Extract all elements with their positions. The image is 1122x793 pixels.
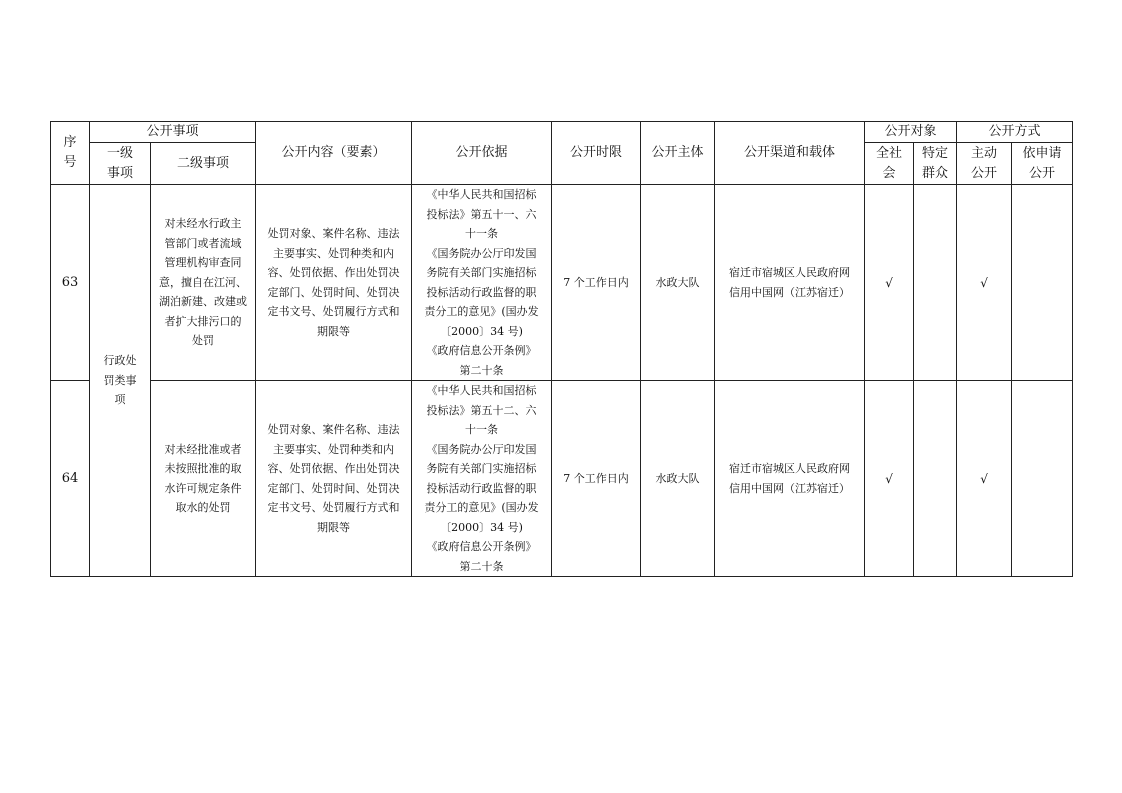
row-subject: 水政大队	[641, 185, 715, 381]
row-level2: 对未经批准或者 未按照批准的取 水许可规定条件 取水的处罚	[151, 381, 256, 577]
header-subject: 公开主体	[641, 122, 715, 185]
header-seq: 序 号	[51, 122, 90, 185]
row-channel: 宿迁市宿城区人民政府网 信用中国网（江苏宿迁）	[715, 185, 865, 381]
row-content: 处罚对象、案件名称、违法 主要事实、处罚种类和内 容、处罚依据、作出处罚决 定部门、处罚时间、处罚决 定书文号、处罚履行方式和 期限等	[256, 381, 412, 577]
row-seq: 63	[51, 185, 90, 381]
header-method: 公开方式	[957, 122, 1073, 143]
header-basis: 公开依据	[412, 122, 552, 185]
header-target-all: 全社 会	[865, 143, 914, 185]
header-method-active: 主动 公开	[957, 143, 1012, 185]
row-target-all-check: √	[865, 381, 914, 577]
table-row	[51, 185, 1073, 381]
header-channel: 公开渠道和载体	[715, 122, 865, 185]
row-channel: 宿迁市宿城区人民政府网 信用中国网（江苏宿迁）	[715, 381, 865, 577]
row-basis: 《中华人民共和国招标 投标法》第五十一、六 十一条 《国务院办公厅印发国 务院有关部门实施招标 投标活动行政监督的职 责分工的意见》(国办发 〔2000〕34 号) 《政府信息公开条例》 第二十条	[412, 185, 552, 381]
row-target-all-check: √	[865, 185, 914, 381]
row-target-specific-check	[914, 185, 957, 381]
header-target-specific: 特定 群众	[914, 143, 957, 185]
row-subject: 水政大队	[641, 381, 715, 577]
header-content: 公开内容（要素）	[256, 122, 412, 185]
row-level2: 对未经水行政主 管部门或者流域 管理机构审查同 意，擅自在江河、 湖泊新建、改建或 者扩大排污口的 处罚	[151, 185, 256, 381]
header-level1: 一级 事项	[90, 143, 151, 185]
row-target-specific-check	[914, 381, 957, 577]
header-level2: 二级事项	[151, 143, 256, 185]
header-time-limit: 公开时限	[552, 122, 641, 185]
row-time-limit: 7 个工作日内	[552, 381, 641, 577]
row-basis: 《中华人民共和国招标 投标法》第五十二、六 十一条 《国务院办公厅印发国 务院有关部门实施招标 投标活动行政监督的职 责分工的意见》(国办发 〔2000〕34 号) 《政府信息公开条例》 第二十条	[412, 381, 552, 577]
row-method-active-check: √	[957, 185, 1012, 381]
row-seq: 64	[51, 381, 90, 577]
disclosure-table	[50, 121, 1073, 577]
row-content: 处罚对象、案件名称、违法 主要事实、处罚种类和内 容、处罚依据、作出处罚决 定部门、处罚时间、处罚决 定书文号、处罚履行方式和 期限等	[256, 185, 412, 381]
row-method-apply-check	[1012, 381, 1073, 577]
header-method-apply: 依申请 公开	[1012, 143, 1073, 185]
row-time-limit: 7 个工作日内	[552, 185, 641, 381]
level1-category: 行政处 罚类事 项	[90, 185, 151, 577]
header-row-1	[51, 122, 1073, 143]
header-target: 公开对象	[865, 122, 957, 143]
table-row	[51, 381, 1073, 577]
row-method-apply-check	[1012, 185, 1073, 381]
row-method-active-check: √	[957, 381, 1012, 577]
header-public-items: 公开事项	[90, 122, 256, 143]
